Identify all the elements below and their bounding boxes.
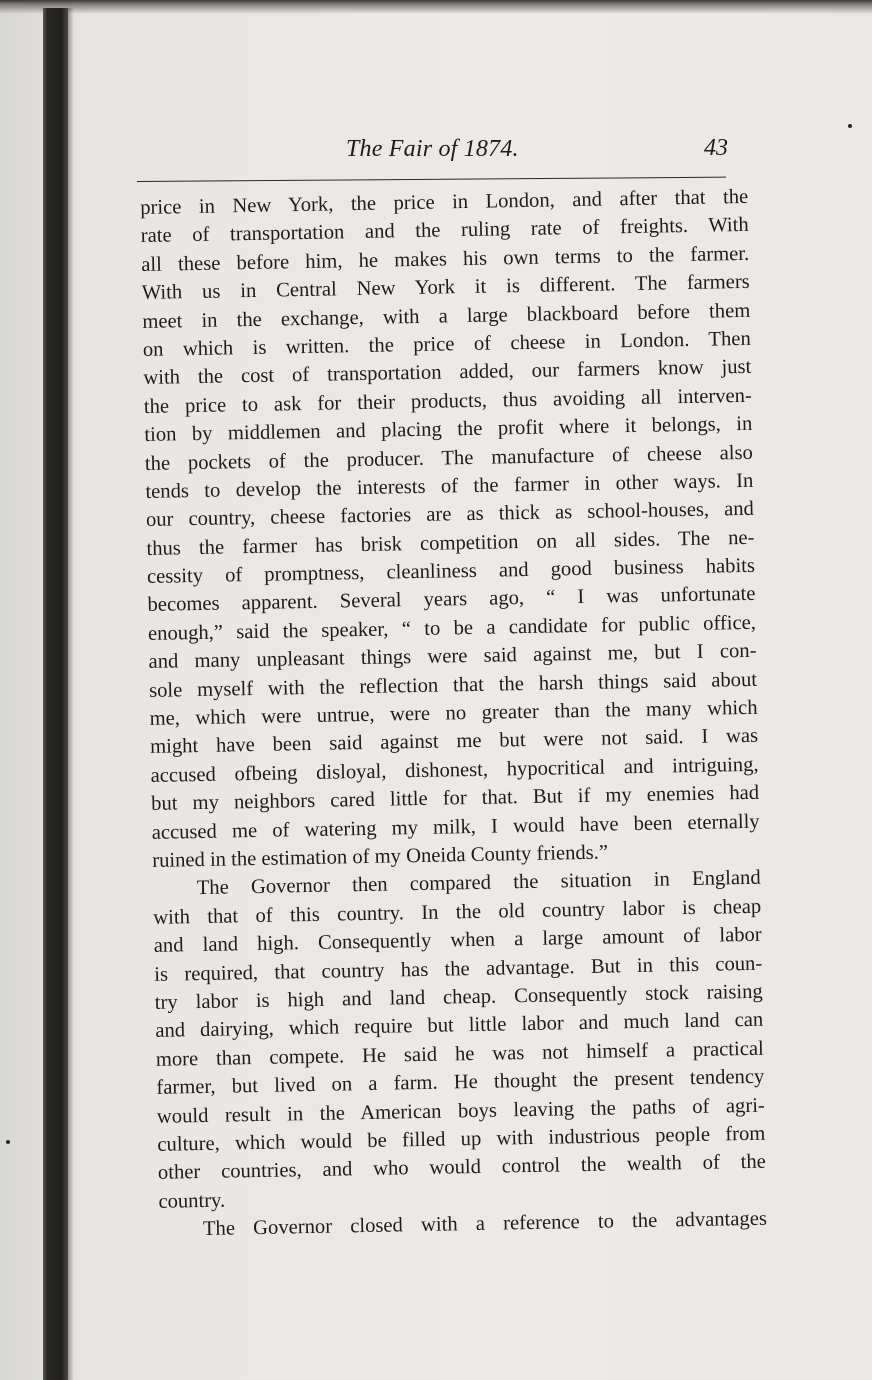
text-line: rate of transportation and the ruling rate of freights. With — [140, 214, 749, 248]
text-line: with that of this country. In the old country labor is cheap — [153, 895, 762, 929]
text-line: culture, which would be filled up with industrious people from — [157, 1122, 766, 1156]
text-line: all these before him, he makes his own terms to the farmer. — [141, 242, 750, 276]
text-line: with the cost of transportation added, our farmers know just — [143, 356, 752, 390]
text-line: our country, cheese factories are as thick as school-houses, and — [145, 498, 755, 532]
text-line: tends to develop the interests of the farmer in other ways. In — [145, 469, 754, 503]
text-line: is required, that country has the advantage. But in this coun- — [154, 952, 763, 986]
scan-speck — [6, 1140, 10, 1144]
text-line: and dairying, which require but little labor and much land can — [155, 1009, 764, 1043]
text-line: on which is written. the price of cheese in London. Then — [142, 327, 751, 361]
text-line: sole myself with the reflection that the harsh things said about — [148, 668, 758, 702]
text-line: accused me of watering my milk, I would have been eternally — [151, 810, 760, 844]
text-line: other countries, and who would control the wealth of the — [157, 1150, 767, 1185]
text-line: might have been said against me but were not said. I was — [149, 725, 759, 759]
text-line: With us in Central New York it is different. The farmers — [141, 271, 750, 305]
text-line: more than compete. He said he was not himself a practical — [155, 1037, 764, 1071]
text-line: farmer, but lived on a farm. He thought the present tendency — [156, 1065, 765, 1099]
text-line: and land high. Consequently when a large amount of labor — [153, 923, 762, 958]
text-line: becomes apparent. Several years ago, “ I was unfortunate — [147, 583, 756, 617]
running-title: The Fair of 1874. — [346, 136, 519, 162]
text-line: price in New York, the price in London, and after that the — [140, 185, 749, 219]
text-line: but my neighbors cared little for that. But if my enemies had — [150, 781, 760, 816]
binding-shadow — [68, 8, 74, 1380]
text-line: cessity of promptness, cleanliness and good business habits — [146, 554, 756, 589]
page-number: 43 — [704, 135, 728, 161]
text-line: thus the farmer has brisk competition on all sides. The ne- — [146, 526, 755, 560]
text-line: me, which were untrue, were no greater than the many which — [149, 696, 758, 730]
page-header — [138, 132, 730, 172]
paragraph-first-line: The Governor then compared the situation in England — [196, 867, 761, 900]
text-line: enough,” said the speaker, “ to be a candidate for public office, — [147, 611, 757, 645]
header-rule — [137, 177, 726, 182]
text-line: country. — [158, 1189, 226, 1213]
book-binding — [43, 8, 68, 1380]
text-line: accused ofbeing disloyal, dishonest, hypocritical and intriguing, — [150, 753, 759, 787]
text-line: the price to ask for their products, thus avoiding all interven- — [143, 384, 752, 418]
text-line: tion by middlemen and placing the profit where it belongs, in — [144, 412, 753, 447]
scan-speck — [848, 124, 852, 128]
text-line: would result in the American boys leaving the paths of agri- — [156, 1094, 766, 1128]
text-line: meet in the exchange, with a large blackboard before them — [142, 299, 751, 333]
paragraph-first-line: The Governor closed with a reference to the advantages — [202, 1207, 768, 1241]
text-line: try labor is high and land cheap. Consequently stock raising — [154, 980, 763, 1014]
scan-top-shadow — [0, 0, 872, 14]
text-line: the pockets of the producer. The manufacture of cheese also — [144, 441, 754, 475]
text-line: and many unpleasant things were said against me, but I con- — [148, 640, 757, 674]
body-text — [140, 183, 767, 1244]
text-line: ruined in the estimation of my Oneida County friends.” — [152, 841, 609, 872]
